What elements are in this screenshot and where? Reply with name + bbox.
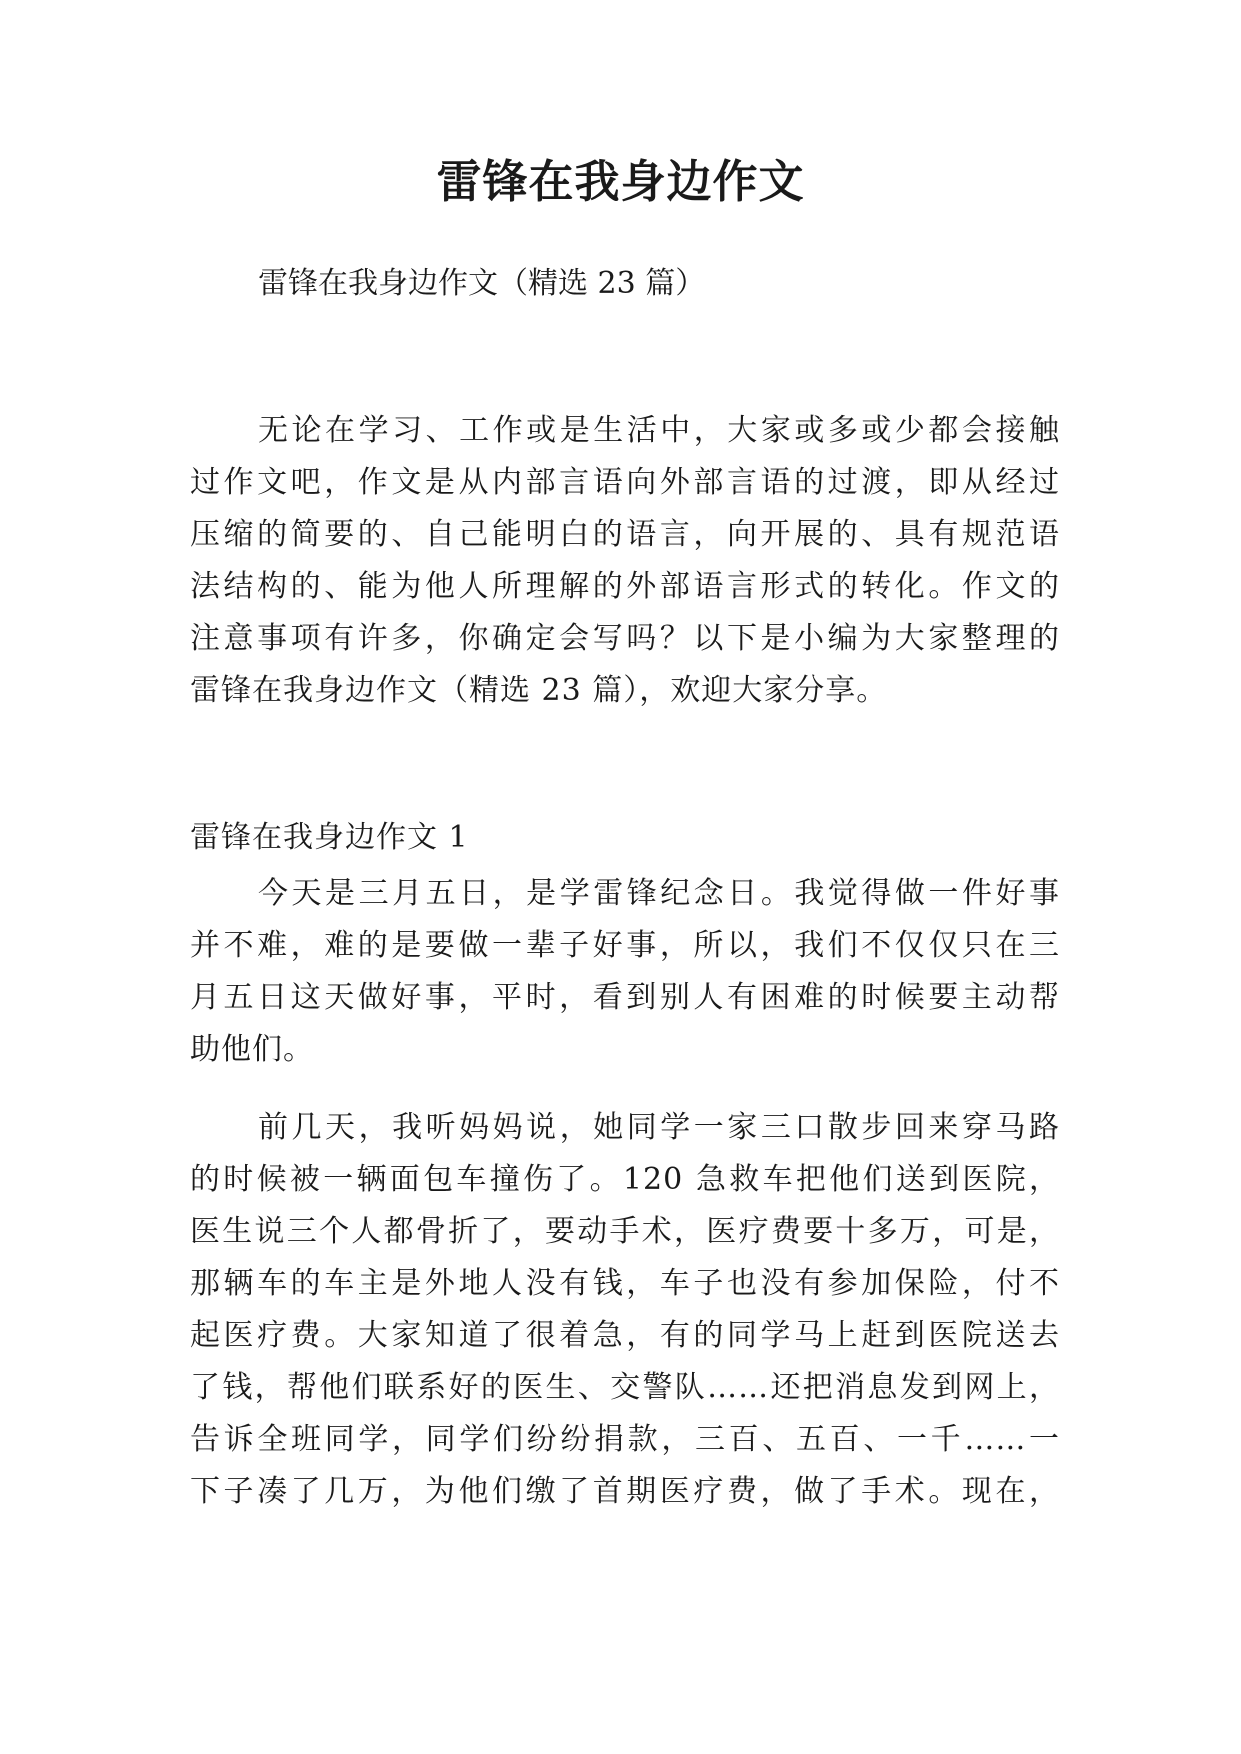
section-heading (190, 812, 1060, 864)
text-line: 并不难，难的是要做一辈子好事，所以，我们不仅仅只在三 (190, 928, 1060, 963)
document-title: 雷锋在我身边作文 (436, 155, 805, 208)
paragraph-1 (190, 868, 1060, 1076)
text-line: 告诉全班同学，同学们纷纷捐款，三百、五百、一千……一 (190, 1422, 1060, 1457)
text-line: 的时候被一辆面包车撞伤了。120 急救车把他们送到医院， (190, 1162, 1060, 1197)
text-line: 过作文吧，作文是从内部言语向外部言语的过渡，即从经过 (190, 465, 1060, 500)
document-subtitle: 雷锋在我身边作文（精选 23 篇） (258, 266, 706, 301)
text-line: 注意事项有许多，你确定会写吗？以下是小编为大家整理的 (190, 621, 1060, 656)
text-line: 无论在学习、工作或是生活中，大家或多或少都会接触 (258, 413, 1060, 448)
text-line: 雷锋在我身边作文（精选 23 篇），欢迎大家分享。 (190, 673, 888, 708)
text-line: 了钱，帮他们联系好的医生、交警队……还把消息发到网上， (190, 1370, 1060, 1405)
text-line: 助他们。 (190, 1032, 314, 1067)
paragraph-2 (190, 1102, 1060, 1518)
text-line: 月五日这天做好事，平时，看到别人有困难的时候要主动帮 (190, 980, 1060, 1015)
text-line: 前几天，我听妈妈说，她同学一家三口散步回来穿马路 (258, 1110, 1060, 1145)
text-line: 下子凑了几万，为他们缴了首期医疗费，做了手术。现在， (190, 1474, 1060, 1509)
text-line: 法结构的、能为他人所理解的外部语言形式的转化。作文的 (190, 569, 1060, 604)
text-line: 起医疗费。大家知道了很着急，有的同学马上赶到医院送去 (190, 1318, 1060, 1353)
text-line: 那辆车的车主是外地人没有钱，车子也没有参加保险，付不 (190, 1266, 1060, 1301)
text-line: 医生说三个人都骨折了，要动手术，医疗费要十多万，可是， (190, 1214, 1060, 1249)
text-line: 压缩的简要的、自己能明白的语言，向开展的、具有规范语 (190, 517, 1060, 552)
intro-paragraph (190, 405, 1060, 717)
text-line: 今天是三月五日，是学雷锋纪念日。我觉得做一件好事 (258, 876, 1060, 911)
section-heading-text: 雷锋在我身边作文 1 (190, 820, 469, 855)
